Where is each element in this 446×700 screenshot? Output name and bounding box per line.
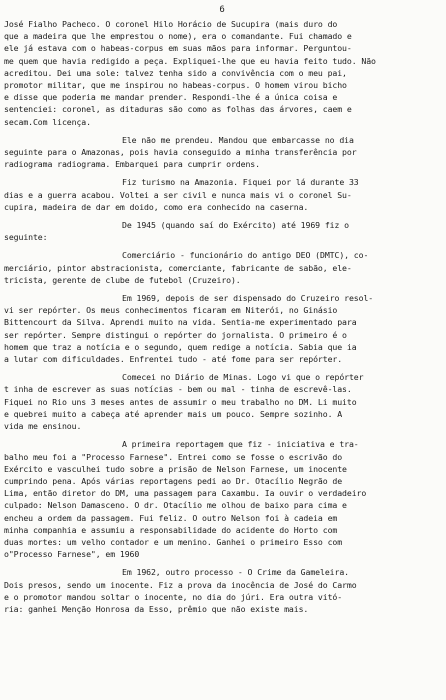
text-line: acreditou. Dei uma sole: talvez tenha sido a convivência com o meu pai, [4, 67, 347, 78]
text-line: dias e a guerra acabou. Voltei a ser civil e nunca mais vi o coronel Su- [4, 189, 352, 200]
text-line: Fiquei no Rio uns 3 meses antes de assumir o meu trabalho no DM. Li muito [4, 396, 357, 407]
text-line: e quebrei muito a cabeça até aprender mais um pouco. Sempre sozinho. A [4, 408, 343, 419]
text-line: minha companhia e assumiu a responsabilidade do acidente do Horto com [4, 524, 338, 535]
page-number: 6 [219, 5, 225, 15]
text-line: Ele não me prendeu. Mandou que embarcasse no dia [122, 134, 354, 145]
text-line: a lutar com dificuldades. Enfrentei tudo - até fome para ser repórter. [4, 354, 343, 365]
text-line: Em 1962, outro processo - O Crime da Gameleira. [122, 567, 349, 578]
text-line: ria: ganhei Menção Honrosa da Esso, prêmio que não existe mais. [4, 603, 309, 614]
text-line: homem que traz a notícia e o segundo, quem redige a notícia. Sabia que ia [4, 341, 357, 352]
text-line: Comecei no Diário de Minas. Logo vi que o repórter [122, 372, 364, 383]
text-line: t inha de escrever as suas notícias - bem ou mal - tinha de escrevê-las. [4, 384, 352, 395]
text-line: Dois presos, sendo um inocente. Fiz a prova da inocência de José do Carmo [4, 579, 357, 590]
paragraph [4, 566, 440, 615]
text-line: Em 1969, depois de ser dispensado do Cruzeiro resol- [122, 293, 374, 304]
paragraph [4, 249, 440, 286]
paragraph [4, 18, 440, 128]
text-line: o"Processo Farnese", em 1960 [4, 549, 140, 560]
text-line: me quem que havia redigido a peça. Expliquei-lhe que eu havia feito tudo. Não [4, 55, 376, 66]
text-line: cumprindo pena. Após várias reportagens pedi ao Dr. Otacílio Negrão de [4, 475, 343, 486]
text-line: José Fialho Pacheco. O coronel Hilo Horácio de Sucupira (mais duro do [4, 19, 338, 29]
text-line: balho meu foi a "Processo Farnese". Entrei como se fosse o escrivão do [4, 451, 343, 462]
text-line: cupira, madeira de dar em doido, como era conhecido na caserna. [4, 201, 309, 212]
text-line: vi ser repórter. Os meus conhecimentos ficaram em Niterói, no Ginásio [4, 305, 338, 316]
paragraph [4, 219, 440, 243]
text-line: ser repórter. Sempre distingui o repórter do jornalista. O primeiro é o [4, 329, 347, 340]
text-line: Bittencourt da Silva. Aprendi muito na vida. Sentia-me experimentado para [4, 317, 357, 328]
text-line: Lima, então diretor do DM, uma passagem para Caxambu. Ia ouvir o verdadeiro [4, 488, 367, 499]
paragraph [4, 438, 440, 560]
paragraph [4, 292, 440, 365]
text-line: radiograma radiograma. Embarquei para cumprir ordens. [4, 159, 260, 170]
text-line: que a madeira que lhe emprestou o nome), era o comandante. Fui chamado e [4, 31, 352, 42]
paragraph [4, 371, 440, 432]
text-line: ele já estava com o habeas-corpus em suas mãos para informar. Perguntou- [4, 43, 352, 54]
text-line: seguinte para o Amazonas, pois havia conseguido a minha transferência por [4, 147, 357, 158]
text-line: promotor militar, que me inspirou no habeas-corpus. O homem virou bicho [4, 80, 347, 91]
paragraph [4, 176, 440, 213]
text-line: e disse que poderia me mandar prender. Respondi-lhe é a única coisa e [4, 92, 338, 103]
text-line: encheu a ordem da passagem. Fui feliz. O outro Nelson foi à cadeia em [4, 512, 338, 523]
text-line: merciário, pintor abstracionista, comerciante, fabricante de sabão, ele- [4, 262, 352, 273]
text-line: duas mortes: um velho contador e um menino. Ganhei o primeiro Esso com [4, 536, 343, 547]
text-line: sentenciei: coronel, as ditaduras são como as folhas das árvores, caem e [4, 104, 352, 115]
document-body [4, 18, 440, 615]
paragraph [4, 134, 440, 171]
text-line: seguinte: [4, 232, 48, 243]
text-line: secam.Com licença. [4, 116, 91, 127]
text-line: Comerciário - funcionário do antigo DEO (DMTC), co- [122, 250, 369, 261]
text-line: e o promotor mandou soltar o inocente, no dia do júri. Era outra vitó- [4, 591, 343, 602]
text-line: Fiz turismo na Amazonia. Fiquei por lá durante 33 [122, 177, 359, 188]
text-line: De 1945 (quando saí do Exército) até 1969 fiz o [122, 220, 349, 231]
text-line: Exército e vasculhei tudo sobre a prisão de Nelson Farnese, um inocente [4, 463, 347, 474]
text-line: A primeira reportagem que fiz - iniciativa e tra- [122, 439, 359, 450]
text-line: vida me ensinou. [4, 421, 82, 432]
text-line: tricista, gerente de clube de futebol (Cruzeiro). [4, 274, 241, 285]
text-line: culpado: Nelson Damasceno. O dr. Otacílio me olhou de baixo para cima e [4, 500, 347, 511]
